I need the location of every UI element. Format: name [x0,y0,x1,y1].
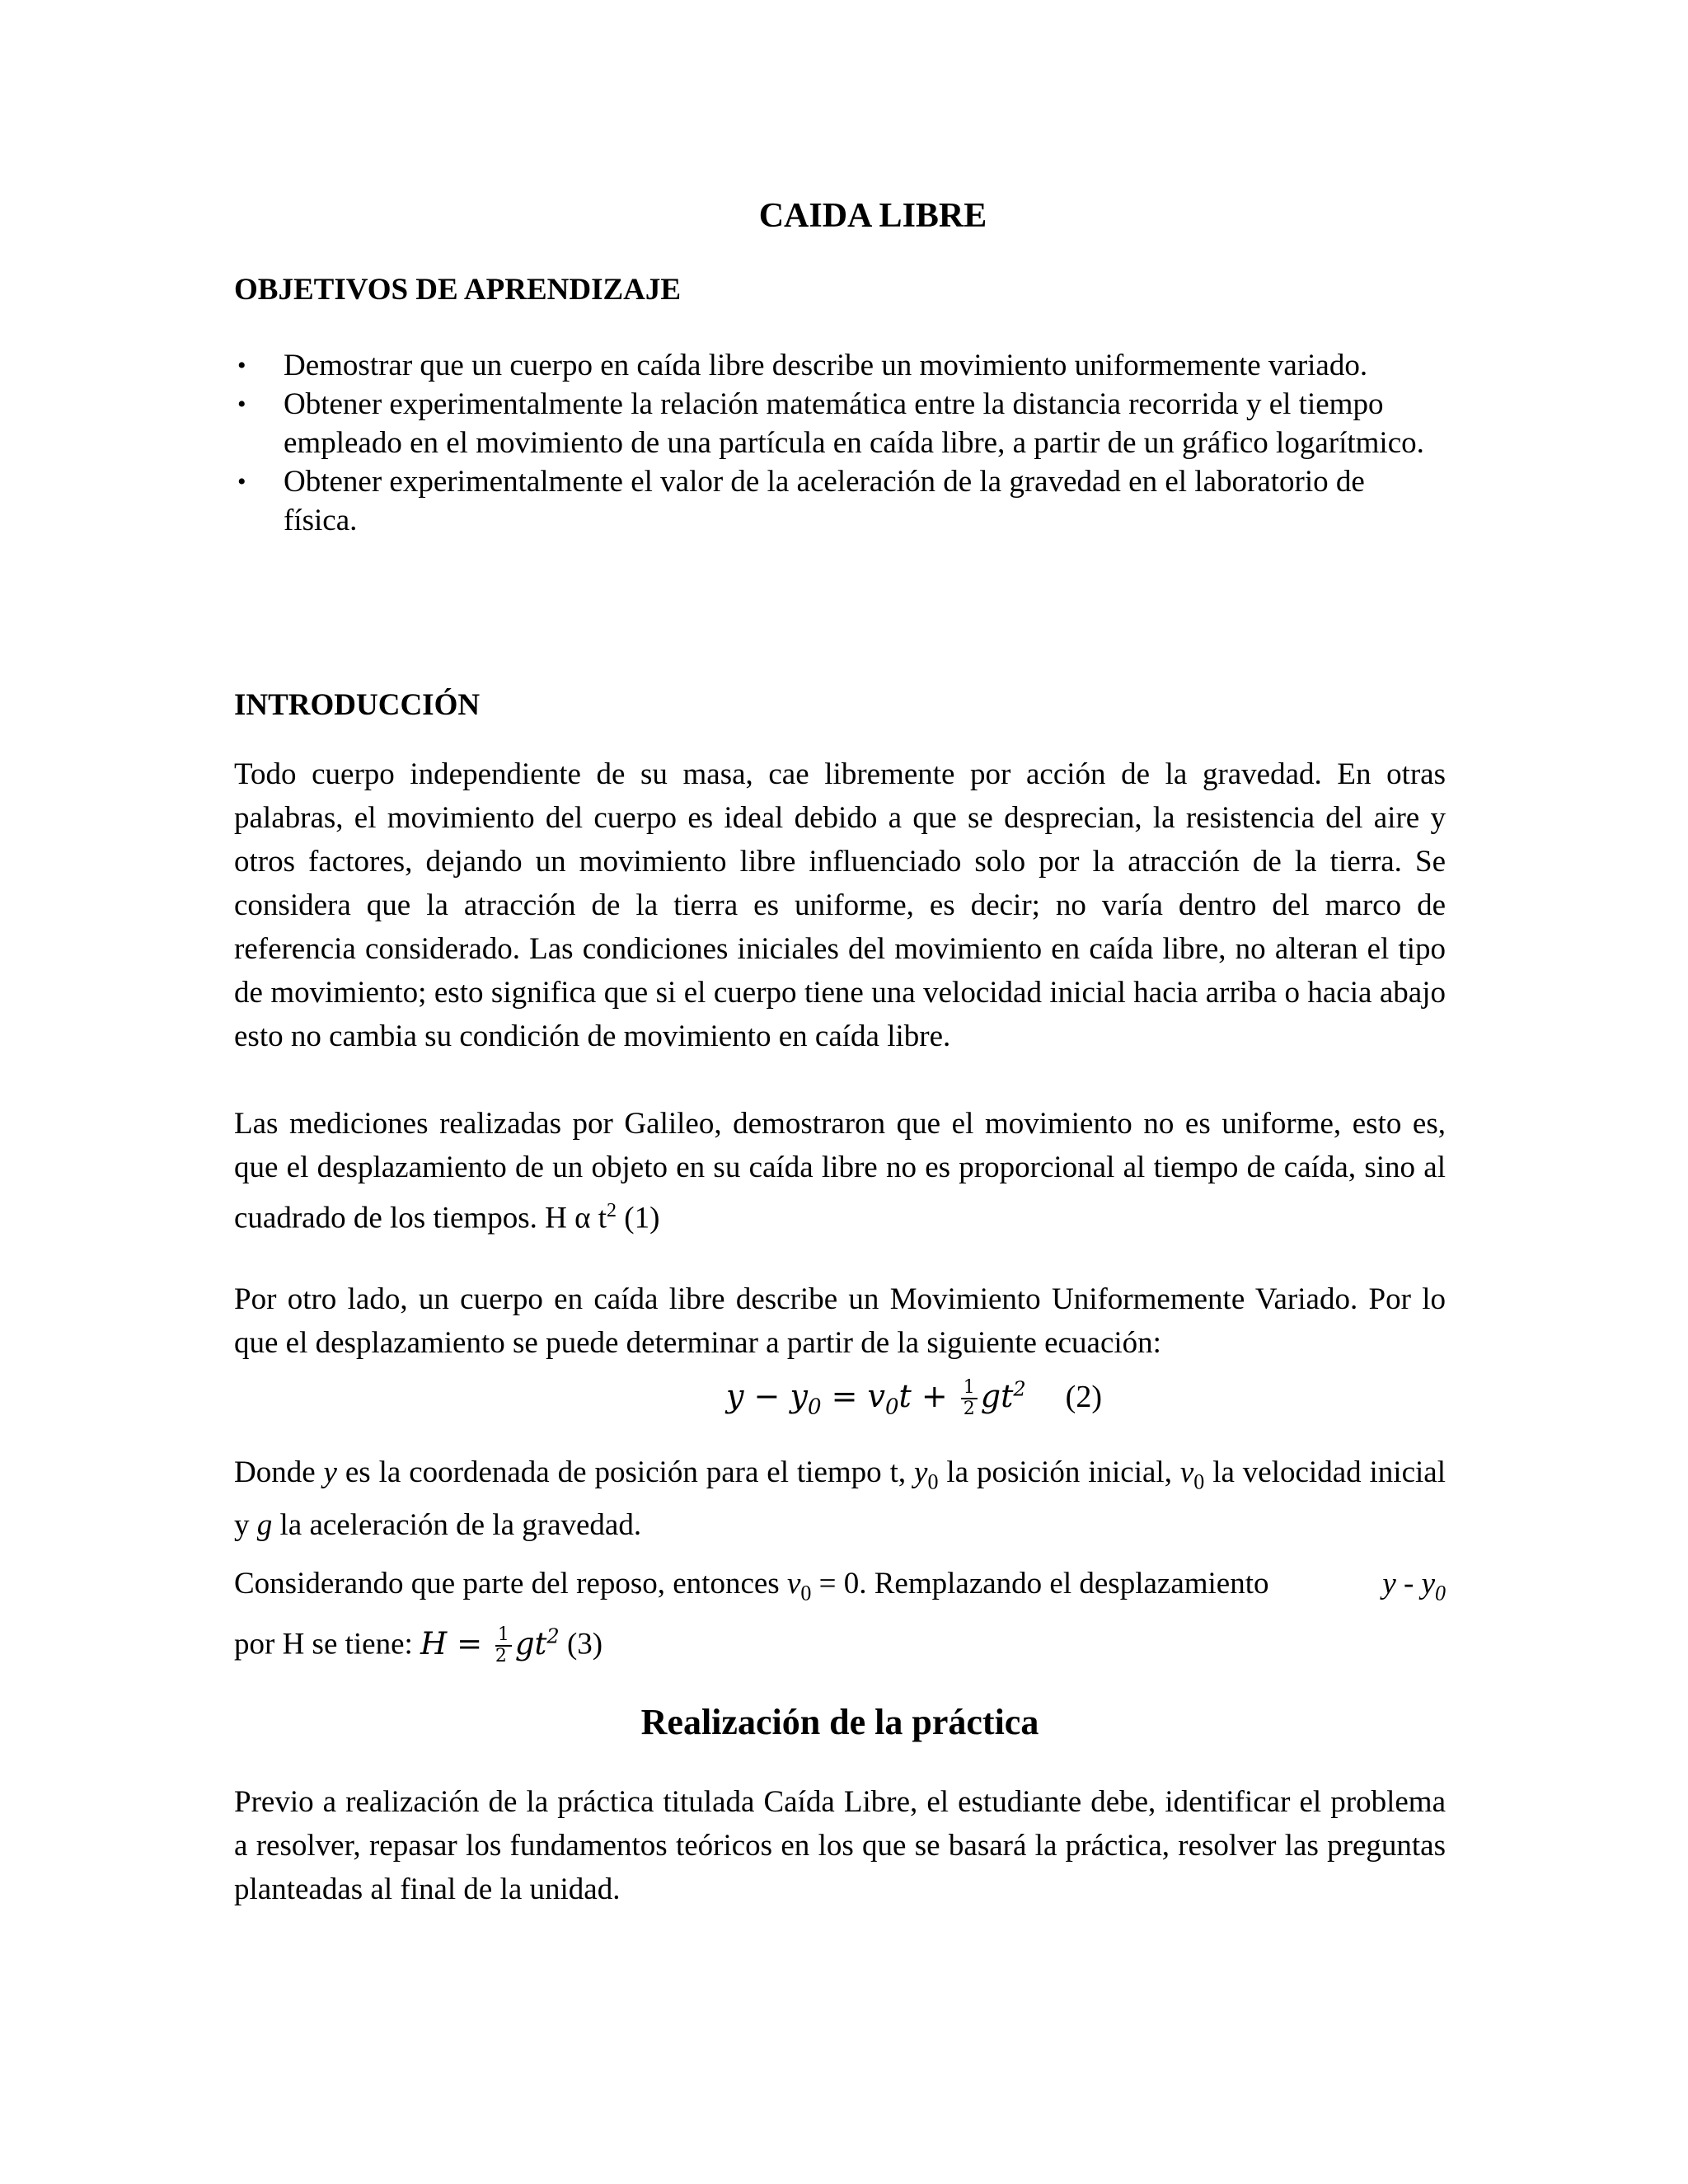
list-item: • Obtener experimentalmente el valor de la aceleración de la gravedad en el laboratorio de física. [234,462,1446,540]
bullet-icon: • [237,352,246,379]
list-item: • Obtener experimentalmente la relación matemática entre la distancia recorrida y el tiempo empleado en el movimiento de una partícula en caída libre, a partir de un gráfico logarítmico. [234,385,1446,462]
donde-paragraph: Donde y es la coordenada de posición para el tiempo t, $y_0$ la posición inicial, $v_0$ la velocidad inicial y g la aceleración de la gravedad. [234,1455,1446,1543]
intro-paragraph-1: Todo cuerpo independiente de su masa, cae libremente por acción de la gravedad. En otras palabras, el movimiento del cuerpo es ideal debido a que se desprecian, la resistencia del aire y otros factores, dejando un movimiento libre influenciado solo por la atracción de la tierra. Se considera que la atracción de la tierra es uniforme, es decir; no varía dentro del marco de referencia considerado. Las condiciones iniciales del movimiento en caída libre, no alteran el tipo de movimiento; esto significa que si el cuerpo tiene una velocidad inicial hacia arriba o hacia abajo esto no cambia su condición de movimiento en caída libre. [234,757,1446,1053]
list-item: • Demostrar que un cuerpo en caída libre describe un movimiento uniformemente variado. [234,346,1446,385]
realizacion-heading: Realización de la práctica [640,1702,1039,1742]
intro-paragraph-2: Las mediciones realizadas por Galileo, demostraron que el movimiento no es uniforme, esto es, que el desplazamiento de un objeto en su caída libre no es proporcional al tiempo de caída, sino al cuadrado de los tiempos. H α $t^2$ (1) [234,1107,1446,1235]
objectives-list [234,346,1446,540]
intro-heading: INTRODUCCIÓN [234,688,481,722]
bullet-icon: • [237,468,246,495]
objectives-heading: OBJETIVOS DE APRENDIZAJE [234,273,682,307]
intro-paragraph-3: Por otro lado, un cuerpo en caída libre describe un Movimiento Uniformemente Variado. Por lo que el desplazamiento se puede determinar a partir de la siguiente ecuación: [234,1282,1446,1360]
realizacion-paragraph: Previo a realización de la práctica titulada Caída Libre, el estudiante debe, identificar el problema a resolver, repasar los fundamentos teóricos en los que se basará la práctica, resolver las preguntas planteadas al final de la unidad. [234,1785,1446,1906]
page-title: CAIDA LIBRE [758,197,987,235]
bullet-icon: • [237,391,246,418]
considerando-paragraph: Considerando que parte del reposo, entonces $v_0 = 0$. Remplazando el desplazamiento y - $y_0$ por H se tiene: H = $\frac{1}{2}$ $gt^2$ (3) [234,1567,1446,1667]
equation-2: $y - y_0 = v_0t$ + $\frac{1}{2}$ $gt^2$ (2) [726,1377,1102,1420]
